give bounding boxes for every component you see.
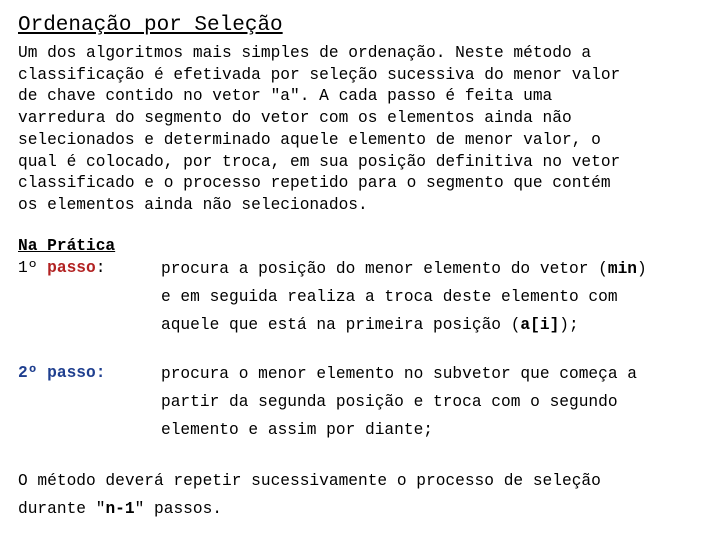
conclusion-end: " passos.	[134, 500, 223, 518]
step-1-text	[161, 255, 706, 339]
n-minus-1-keyword: n-1	[105, 500, 135, 518]
step-1-label	[18, 259, 105, 277]
practice-heading: Na Prática	[18, 237, 116, 255]
step-2-word: passo	[47, 364, 96, 382]
step-1-line1-end: )	[637, 260, 647, 278]
step-1-line3	[161, 316, 579, 334]
step-1-min-keyword: min	[607, 260, 638, 278]
step-1-ai-keyword: a[i]	[520, 316, 560, 334]
step-1-line3-text: aquele que está na primeira posição (	[161, 316, 521, 334]
step-1-number: 1º	[18, 259, 38, 277]
step-1-colon: :	[95, 259, 106, 277]
step-1-word: passo	[47, 259, 96, 277]
step-1-line2: e em seguida realiza a troca deste elemento com	[161, 288, 618, 306]
step-2-number: 2º	[18, 364, 38, 382]
step-1-line1	[161, 260, 647, 278]
conclusion-paragraph	[18, 467, 708, 523]
step-1-line1-text: procura a posição do menor elemento do vetor (	[161, 260, 608, 278]
conclusion-text: O método deverá repetir sucessivamente o processo de seleção durante "	[18, 472, 601, 518]
page-title: Ordenação por Seleção	[18, 14, 283, 37]
step-2-label	[18, 364, 105, 382]
step-2-text: procura o menor elemento no subvetor que começa a partir da segunda posição e troca com o segundo elemento e assim por diante;	[161, 365, 637, 439]
intro-paragraph: Um dos algoritmos mais simples de ordenação. Neste método a classificação é efetivada por seleção sucessiva do menor valor de chave contido no vetor "a". A cada passo é feita uma varredura do segmento do vetor com os elementos ainda não selecionados e determinado aquele elemento de menor valor, o qual é colocado, por troca, em sua posição definitiva no vetor classificado e o processo repetido para o segmento que contém os elementos ainda não selecionados.	[18, 44, 621, 214]
step-2-colon: :	[95, 364, 106, 382]
step-1-line3-end: );	[559, 316, 579, 334]
